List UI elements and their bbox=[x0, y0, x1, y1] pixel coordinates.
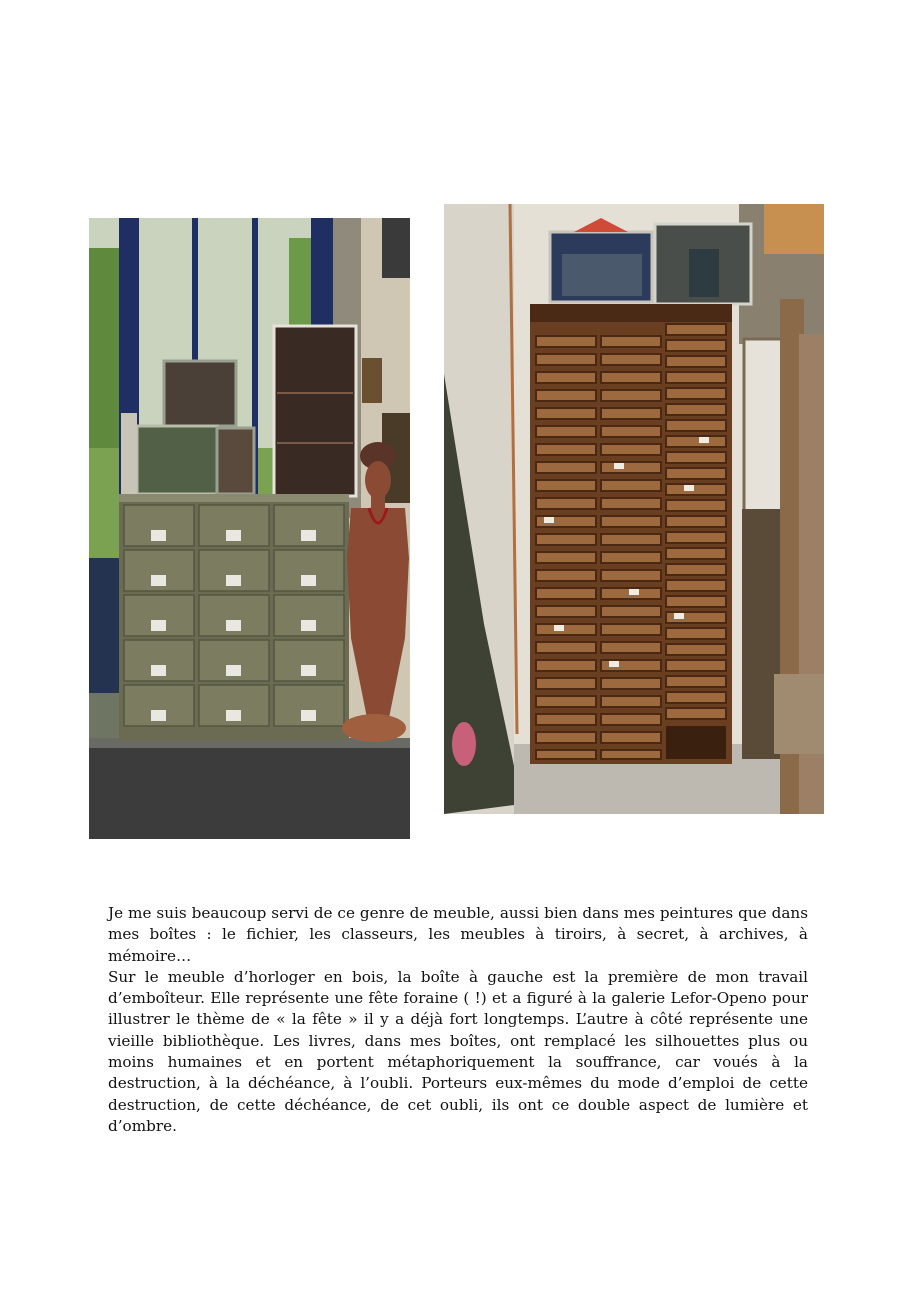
wooden-cabinet-illustration bbox=[444, 204, 824, 814]
caption-paragraph-1: Je me suis beaucoup servi de ce genre de meuble, aussi bien dans mes peintures que dans mes boîtes : le fichier, les classeurs, les meubles à tiroirs, à secret, à archives, à mémoire… bbox=[108, 904, 808, 965]
caption-text bbox=[108, 903, 808, 1137]
wooden-watchmaker-cabinet-photo bbox=[444, 204, 824, 814]
caption-paragraph-2: Sur le meuble d’horloger en bois, la boîte à gauche est la première de mon travail d’emboîteur. Elle représente une fête foraine ( !) et a figuré à la galerie Lefor-Openo pour illustrer le thème de « la fête » il y a déjà fort longtemps. L’autre à côté représente une vieille bibliothèque. Les livres, dans mes boîtes, ont remplacé les silhouettes plus ou moins humaines et en portent métaphoriquement la souffrance, car voués à la destruction, à la déchéance, à l’oubli. Porteurs eux-mêmes du mode d’emploi de cette destruction, de cette déchéance, de cet oubli, ils ont ce double aspect de lumière et d’ombre. bbox=[108, 967, 808, 1135]
metal-filing-cabinet-illustration bbox=[89, 218, 410, 839]
metal-filing-cabinet-photo bbox=[89, 218, 410, 839]
